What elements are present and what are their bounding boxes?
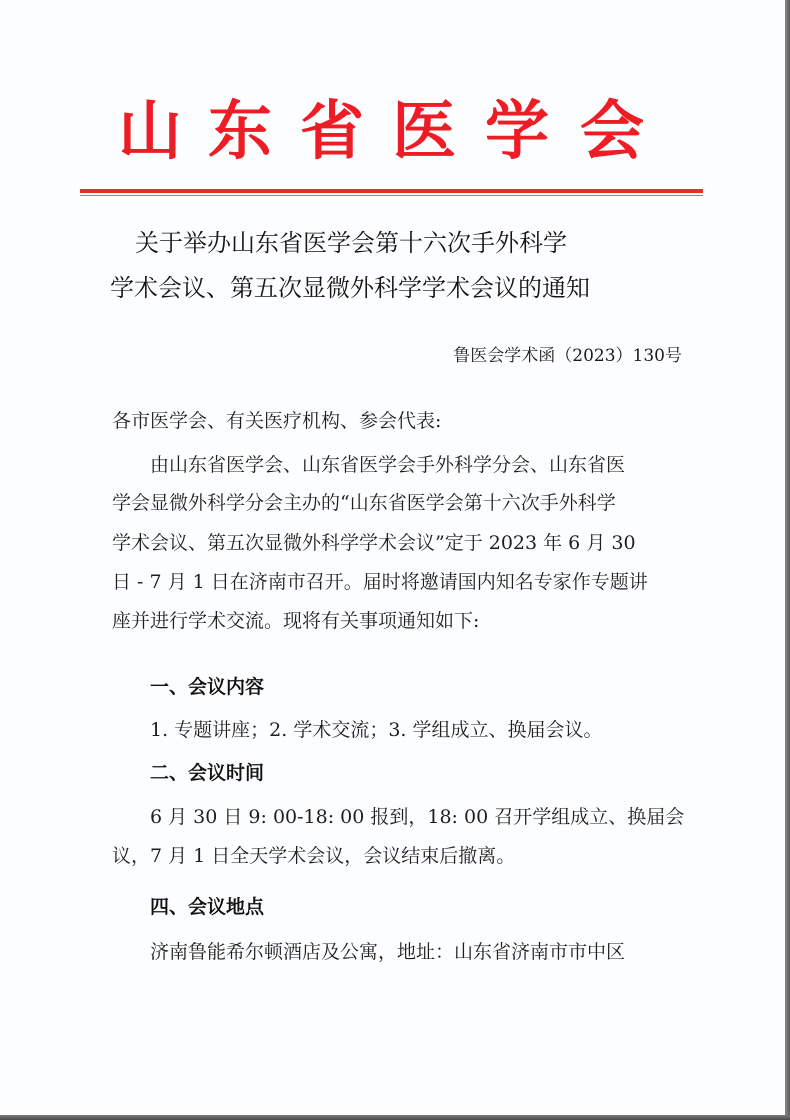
letterhead-divider-thick: [80, 189, 703, 193]
section-text: 1. 专题讲座；2. 学术交流；3. 学组成立、换届会议。: [150, 719, 603, 741]
salutation: 各市医学会、有关医疗机构、参会代表:: [112, 410, 442, 432]
section-heading-content: 一、会议内容: [150, 676, 265, 698]
intro-line: 座并进行学术交流。现将有关事项通知如下:: [112, 610, 480, 632]
section-text: 济南鲁能希尔顿酒店及公寓，地址：山东省济南市市中区: [150, 941, 626, 963]
intro-line: 学会显微外科学分会主办的“山东省医学会第十六次手外科学: [112, 492, 616, 514]
section-text: 议，7 月 1 日全天学术会议，会议结束后撤离。: [112, 845, 516, 867]
intro-line: 日 - 7 月 1 日在济南市召开。届时将邀请国内知名专家作专题讲: [112, 571, 648, 593]
document-number: 鲁医会学术函（2023）130号: [453, 346, 682, 366]
notice-title-line-2: 学术会议、第五次显微外科学学术会议的通知: [110, 274, 590, 302]
letterhead-char: 会: [580, 94, 644, 169]
letterhead-char: 医: [392, 94, 456, 169]
intro-line: 由山东省医学会、山东省医学会手外科学分会、山东省医: [150, 454, 626, 476]
section-heading-time: 二、会议时间: [150, 762, 265, 784]
letterhead-char: 东: [208, 94, 272, 169]
section-text: 6 月 30 日 9: 00-18: 00 报到，18: 00 召开学组成立、换届会: [150, 806, 685, 828]
letterhead-divider-thin: [80, 195, 703, 196]
letterhead-char: 学: [485, 94, 549, 169]
letterhead-char: 山: [118, 94, 182, 169]
letterhead-char: 省: [300, 94, 364, 169]
scan-edge-right: [785, 0, 790, 1120]
section-heading-location: 四、会议地点: [150, 896, 265, 918]
scan-edge-bottom: [0, 1115, 790, 1120]
letterhead: [80, 92, 703, 172]
notice-title-line-1: 关于举办山东省医学会第十六次手外科学: [135, 229, 567, 257]
intro-line: 学术会议、第五次显微外科学学术会议”定于 2023 年 6 月 30: [112, 532, 636, 554]
